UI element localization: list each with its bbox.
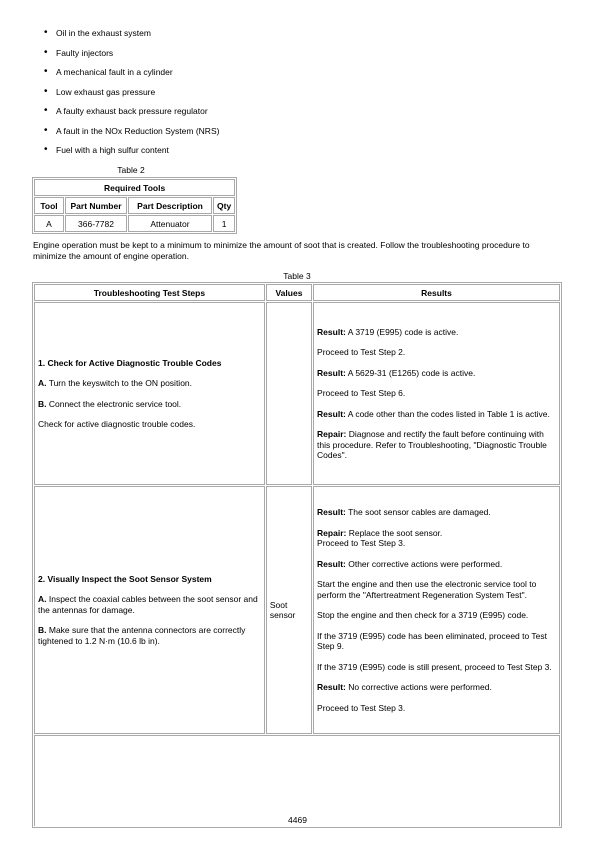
value-cell: Soot sensor [266,486,312,734]
required-tools-table [32,177,237,234]
list-item: • Fuel with a high sulfur content [44,143,219,163]
table-row [34,735,560,826]
table-header: Part Number [65,197,127,214]
step-title: 2. Visually Inspect the Soot Sensor System [38,573,212,584]
empty-continuation-cell [34,735,560,826]
table-cell: A [34,215,64,232]
table-cell: Attenuator [128,215,212,232]
list-item: • Low exhaust gas pressure [44,85,219,105]
result-cell: Result: A 3719 (E995) code is active. Proceed to Test Step 2. Result: A 5629-31 (E1265) code is active. Proceed to Test Step 6. Result: A code other than the codes listed in Table 1 is active. Repair: Diagnose and rectify the fault before continuing with this procedure. Refer to Troubleshooting, "Diagnostic Trouble Codes". [313,302,560,485]
table-header: Values [266,284,312,301]
list-item: • A faulty exhaust back pressure regulator [44,104,219,124]
list-item: • Oil in the exhaust system [44,26,219,46]
value-cell [266,302,312,485]
table3-caption: Table 3 [283,271,311,281]
result-cell: Result: The soot sensor cables are damaged. Repair: Replace the soot sensor. Proceed to Test Step 3. Result: Other corrective actions were performed. Start the engine and then use the electronic service tool to perform the "Aftertreatment Regeneration System Test". Stop the engine and then check for a 3719 (E995) code. If the 3719 (E995) code has been eliminated, proceed to Test Step 9. If the 3719 (E995) code is still present, proceed to Test Step 3. Result: No corrective actions were performed. Proceed to Test Step 3. [313,486,560,734]
table-header: Tool [34,197,64,214]
test-step-cell: 1. Check for Active Diagnostic Trouble Codes A. Turn the keyswitch to the ON position. B. Connect the electronic service tool. Check for active diagnostic trouble codes. [34,302,265,485]
table-cell: 366-7782 [65,215,127,232]
step-title: 1. Check for Active Diagnostic Trouble Codes [38,357,222,368]
table-header: Troubleshooting Test Steps [34,284,265,301]
table-cell: 1 [213,215,235,232]
test-step-cell: 2. Visually Inspect the Soot Sensor System A. Inspect the coaxial cables between the soot sensor and the antennas for damage. B. Make sure that the antenna connectors are correctly tightened to 1.2 N·m (10.6 lb in). [34,486,265,734]
table-row [34,486,560,734]
table2-caption: Table 2 [117,165,145,175]
cause-list [44,26,219,163]
table2-title: Required Tools [34,179,235,196]
page-number: 4469 [288,815,307,825]
table-header: Qty [213,197,235,214]
table-header: Results [313,284,560,301]
table-header: Part Description [128,197,212,214]
instruction-paragraph: Engine operation must be kept to a minimum to minimize the amount of soot that is created. Follow the troubleshooting procedure to minimize the amount of engine operation. [33,240,530,261]
troubleshooting-table [32,282,562,828]
table-row [34,302,560,485]
list-item: • A fault in the NOx Reduction System (NRS) [44,124,219,144]
list-item: • Faulty injectors [44,46,219,66]
list-item: • A mechanical fault in a cylinder [44,65,219,85]
table-row [34,215,235,232]
